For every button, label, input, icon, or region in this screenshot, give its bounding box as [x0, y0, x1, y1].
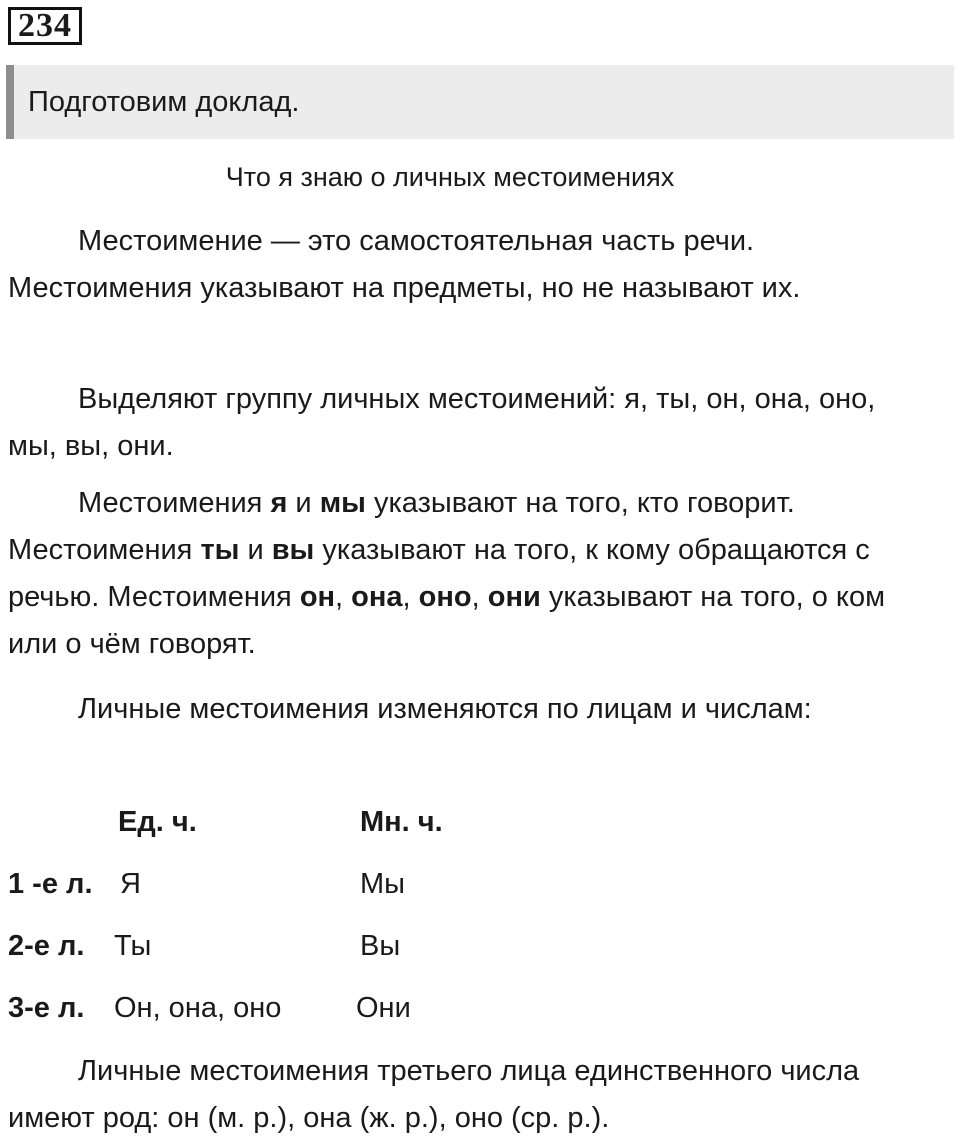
task-instruction-text: Подготовим доклад. — [28, 86, 300, 118]
pronoun-on: он — [299, 581, 336, 613]
row-person-2: 2-е л. — [8, 930, 85, 962]
row-plural-3: Они — [356, 992, 411, 1024]
paragraph-change-rule: Личные местоимения изменяются по лицам и числам: — [78, 693, 812, 725]
header-singular: Ед. ч. — [118, 806, 197, 838]
row-singular-1: Я — [120, 868, 141, 900]
exercise-number: 234 — [8, 7, 82, 45]
row-plural-1: Мы — [360, 868, 406, 900]
text-fragment: указывают на того, к кому обращаются с речью. Местоимения — [8, 534, 870, 613]
row-singular-2: Ты — [114, 930, 152, 962]
text-fragment: , — [471, 581, 488, 613]
paragraph-definition: Местоимение — это самостоятельная часть речи. Местоимения указывают на предметы, но не называют их. — [8, 225, 801, 304]
task-instruction-bar — [6, 65, 954, 139]
pronoun-ty: ты — [200, 534, 240, 566]
pronoun-ono: оно — [418, 581, 472, 613]
paragraph-pronoun-group: Выделяют группу личных местоимений: я, ты, он, она, оно, мы, вы, они. — [8, 383, 876, 462]
text-fragment: указывают на того, о ком или о чём говорят. — [8, 581, 886, 660]
pronoun-oni: они — [487, 581, 541, 613]
report-title: Что я знаю о личных местоимениях — [225, 162, 675, 192]
text-fragment: указывают на того, кто говорит. Местоимения — [8, 487, 795, 566]
pronoun-vy: вы — [271, 534, 315, 566]
text-fragment: и — [287, 487, 320, 519]
text-fragment: , — [335, 581, 352, 613]
row-singular-3: Он, она, оно — [114, 992, 282, 1024]
text-fragment: и — [239, 534, 272, 566]
pronoun-ya: я — [270, 487, 288, 519]
pronoun-ona: она — [351, 581, 403, 613]
row-plural-2: Вы — [360, 930, 401, 962]
header-plural: Мн. ч. — [360, 806, 443, 838]
pronoun-my: мы — [319, 487, 366, 519]
paragraph-pronoun-meaning — [8, 480, 888, 668]
row-person-3: 3-е л. — [8, 992, 85, 1024]
text-fragment: , — [402, 581, 419, 613]
row-person-1: 1 -е л. — [8, 868, 93, 900]
paragraph-gender: Личные местоимения третьего лица единственного числа имеют род: он (м. р.), она (ж. р.), оно (ср. р.). — [8, 1055, 860, 1134]
text-fragment: Местоимения — [78, 487, 271, 519]
